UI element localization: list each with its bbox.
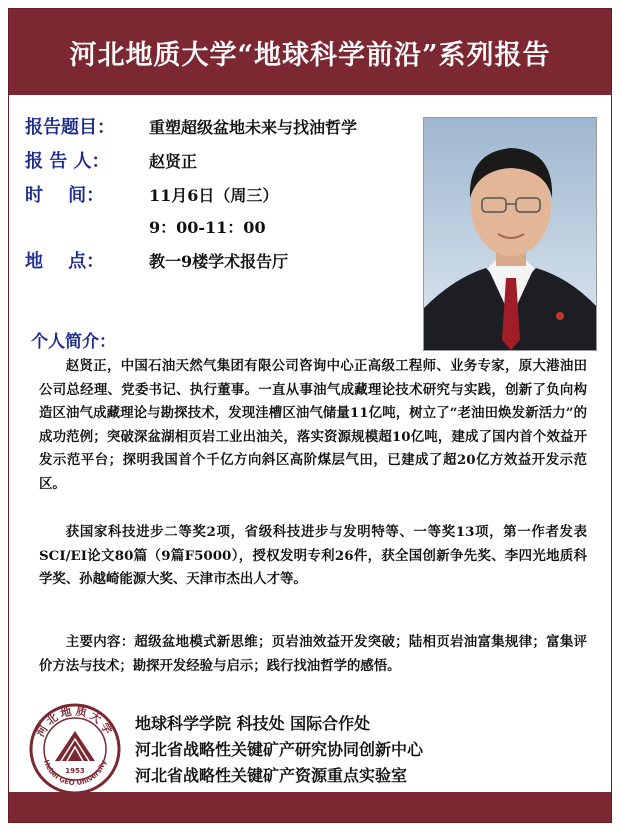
organizers [135,711,423,789]
poster [8,8,612,823]
time-hours-row [25,215,425,247]
organizer-line-1: 地球科学学院 科技处 国际合作处 [135,714,371,733]
place-row [25,247,425,281]
topic-label: 报告题目： [25,117,115,138]
poster-title: 河北地质大学“地球科学前沿”系列报告 [69,39,551,71]
place-label: 地 点： [25,251,105,272]
logo-text-cn: 河北地质大学 [33,704,117,740]
talk-info [25,113,425,281]
header-banner [9,9,611,95]
logo-text-en: Hebei GEO University [41,758,109,788]
speaker-label: 报 告 人： [25,151,110,172]
bio-paragraph-1: 赵贤正，中国石油天然气集团有限公司咨询中心正高级工程师、业务专家，原大港油田公司总经理、党委书记、执行董事。一直从事油气成藏理论技术研究与实践，创新了负向构造区油气成藏理论与勘探技术，发现洼槽区油气储量11亿吨，树立了“老油田焕发新活力”的成功范例；突破深盆湖相页岩工业出油关，落实资源规模超10亿吨，建成了国内首个效益开发示范平台；探明我国首个千亿方向斜区高阶煤层气田，已建成了超20亿方效益开发示范区。 [39,358,587,492]
topic-value: 重塑超级盆地未来与找油哲学 [149,118,358,137]
logo-year: 1953 [65,767,85,775]
time-date-value: 11月6日（周三） [149,186,279,205]
place-value: 教一9楼学术报告厅 [149,252,289,271]
university-logo [29,703,121,795]
time-row [25,181,425,215]
speaker-portrait-image [424,118,597,351]
university-seal-icon [29,703,121,795]
bio-paragraph-2: 获国家科技进步二等奖2项，省级科技进步与发明特等、一等奖13项，第一作者发表SCI/EI论文80篇（9篇F5000），授权发明专利26件，获全国创新争先奖、李四光地质科学奖、孙越崎能源大奖、天津市杰出人才等。 [39,524,587,587]
topic-row [25,113,425,147]
time-label: 时 间： [25,185,105,206]
organizer-line-2: 河北省战略性关键矿产研究协同创新中心 [135,740,424,759]
speaker-photo [423,117,597,351]
speaker-row [25,147,425,181]
organizer-line-3: 河北省战略性关键矿产资源重点实验室 [135,766,408,785]
talk-content-paragraph: 主要内容：超级盆地模式新思维；页岩油效益开发突破；陆相页岩油富集规律；富集评价方法与技术；勘探开发经验与启示；践行找油哲学的感悟。 [39,634,587,674]
footer-bar [9,792,611,822]
bio-title: 个人简介： [31,332,116,352]
time-hours-value: 9：00-11：00 [149,218,266,237]
speaker-value: 赵贤正 [149,152,198,171]
